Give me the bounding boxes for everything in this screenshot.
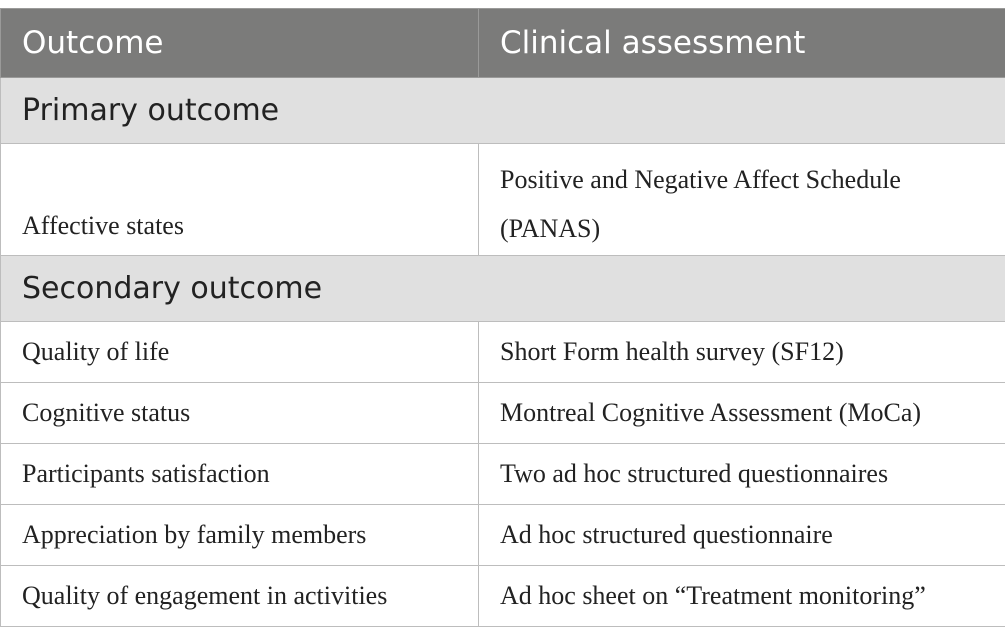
assessment-cell bbox=[479, 144, 1005, 256]
outcome-cell: Affective states bbox=[1, 144, 479, 256]
outcome-cell: Quality of engagement in activities bbox=[1, 566, 479, 627]
outcome-cell: Quality of life bbox=[1, 322, 479, 383]
table-row bbox=[1, 444, 1005, 505]
outcomes-table bbox=[0, 8, 1005, 627]
section-row-primary bbox=[1, 78, 1005, 144]
assessment-cell: Montreal Cognitive Assessment (MoCa) bbox=[479, 383, 1005, 444]
header-row bbox=[1, 9, 1005, 78]
outcome-cell: Cognitive status bbox=[1, 383, 479, 444]
assessment-cell: Ad hoc structured questionnaire bbox=[479, 505, 1005, 566]
outcome-cell: Appreciation by family members bbox=[1, 505, 479, 566]
table-row bbox=[1, 322, 1005, 383]
table-row bbox=[1, 144, 1005, 256]
table-row bbox=[1, 505, 1005, 566]
table-row bbox=[1, 383, 1005, 444]
header-outcome: Outcome bbox=[1, 9, 479, 78]
assessment-line: Positive and Negative Affect Schedule bbox=[500, 164, 901, 194]
assessment-cell: Ad hoc sheet on “Treatment monitoring” bbox=[479, 566, 1005, 627]
assessment-line: (PANAS) bbox=[500, 213, 601, 243]
assessment-cell: Short Form health survey (SF12) bbox=[479, 322, 1005, 383]
section-row-secondary bbox=[1, 256, 1005, 322]
header-clinical-assessment: Clinical assessment bbox=[479, 9, 1005, 78]
section-title: Secondary outcome bbox=[1, 256, 1005, 322]
table-row bbox=[1, 566, 1005, 627]
section-title: Primary outcome bbox=[1, 78, 1005, 144]
assessment-cell: Two ad hoc structured questionnaires bbox=[479, 444, 1005, 505]
outcome-cell: Participants satisfaction bbox=[1, 444, 479, 505]
